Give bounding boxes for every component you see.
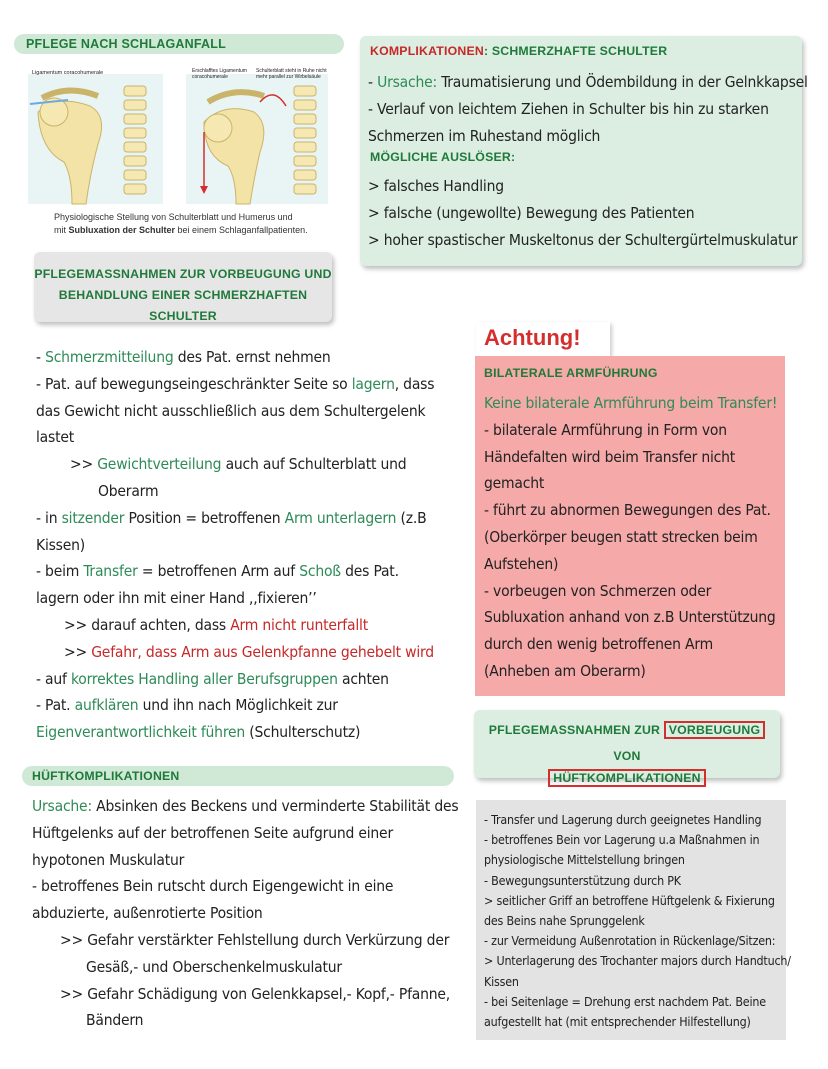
list-item: > falsches Handling [368, 177, 504, 195]
figure-label-right: Schulterblatt steht in Ruhe nicht mehr parallel zur Wirbelsäule [256, 68, 327, 80]
list-item: Oberarm [98, 481, 159, 500]
list-item: (Oberkörper beugen statt strecken beim [484, 527, 758, 546]
list-item: physiologische Mittelstellung bringen [484, 852, 685, 868]
list-item: - auf korrektes Handling aller Berufsgruppen achten [36, 669, 389, 688]
list-item: Schmerzen im Ruhestand möglich [368, 126, 601, 145]
list-item: - bei Seitenlage = Drehung erst nachdem Pat. Beine [484, 993, 766, 1009]
list-item: >> Gewichtverteilung auch auf Schulterblatt und [70, 455, 407, 474]
shoulder-measures-list [36, 344, 434, 746]
bilateral-text [484, 390, 777, 685]
list-item: lastet [36, 428, 74, 447]
list-item: > seitlicher Griff an betroffene Hüftgelenk & Fixierung [484, 892, 775, 908]
complications-title: KOMPLIKATIONEN: SCHMERZHAFTE SCHULTER [370, 44, 668, 58]
list-item: (Anheben am Oberarm) [484, 661, 646, 680]
list-item: - führt zu abnormen Bewegungen des Pat. [484, 501, 771, 520]
list-item: - in sitzender Position = betroffenen Arm unterlagern (z.B [36, 508, 427, 527]
list-item: - Ursache: Traumatisierung und Ödembildung in der Gelnkkapsel [368, 73, 808, 91]
complications-text [368, 69, 808, 143]
list-item: das Gewicht nicht ausschließlich aus dem Schultergelenk [36, 401, 426, 420]
list-item: Bändern [86, 1011, 144, 1030]
list-item: aufgestellt hat (mit entsprechender Hilfestellung) [484, 1013, 751, 1029]
list-item: - Transfer und Lagerung durch geeignetes Handling [484, 812, 762, 827]
list-item: - Schmerzmitteilung des Pat. ernst nehmen [36, 348, 331, 366]
list-item: - Pat. aufklären und ihn nach Möglichkeit zur [36, 696, 338, 715]
caption-line-2: mit Subluxation der Schulter bei einem Schlaganfallpatienten. [54, 225, 308, 235]
list-item: Keine bilaterale Armführung beim Transfer! [484, 394, 778, 412]
list-item: Aufstehen) [484, 554, 559, 573]
list-item: Ursache: Absinken des Beckens und verminderte Stabilität des [32, 797, 459, 815]
list-item: > Unterlagerung des Trochanter majors durch Handtuch/ [484, 953, 791, 969]
shoulder-figure [28, 66, 328, 208]
list-item: - Pat. auf bewegungseingeschränkter Seite so lagern, dass [36, 374, 435, 393]
list-item: Hüftgelenks auf der betroffenen Seite aufgrund einer [32, 823, 393, 842]
list-item: >> darauf achten, dass Arm nicht runterfallt [64, 615, 368, 634]
list-item: - betroffenes Bein rutscht durch Eigengewicht in eine [32, 877, 394, 896]
list-item: - betroffenes Bein vor Lagerung u.a Maßnahmen in [484, 832, 760, 848]
list-item: Gesäß,- und Oberschenkelmuskulatur [86, 957, 342, 976]
list-item: - Verlauf von leichtem Ziehen in Schulter bis hin zu starken [368, 99, 769, 118]
hip-measures-title: PFLEGEMASSNAHMEN ZUR VORBEUGUNG VON HÜFTKOMPLIKATIONEN [474, 717, 780, 791]
shoulder-measures-title: PFLEGEMASSNAHMEN ZUR VORBEUGUNG UND BEHANDLUNG EINER SCHMERZHAFTEN SCHULTER [34, 267, 332, 323]
list-item: - bilaterale Armführung in Form von [484, 420, 727, 439]
list-item: >> Gefahr, dass Arm aus Gelenkpfanne gehebelt wird [64, 642, 434, 661]
achtung-label: Achtung! [484, 325, 581, 350]
triggers-title: MÖGLICHE AUSLÖSER: [370, 150, 516, 164]
list-item: Eigenverantwortlichkeit führen (Schulterschutz) [36, 723, 361, 742]
list-item: lagern oder ihn mit einer Hand ,,fixieren’’ [36, 589, 317, 608]
list-item: des Beins nahe Sprunggelenk [484, 912, 645, 928]
list-item: abduzierte, außenrotierte Position [32, 904, 263, 923]
figure-caption [54, 211, 308, 237]
triggers-list [368, 173, 797, 253]
list-item: >> Gefahr Schädigung von Gelenkkapsel,- Kopf,- Pfanne, [60, 984, 451, 1003]
list-item: gemacht [484, 474, 545, 493]
page-title: PFLEGE NACH SCHLAGANFALL [26, 37, 226, 51]
list-item: Subluxation anhand von z.B Unterstützung [484, 608, 776, 627]
list-item: - zur Vermeidung Außenrotation in Rückenlage/Sitzen: [484, 933, 776, 949]
hip-title: HÜFTKOMPLIKATIONEN [32, 769, 180, 783]
list-item: >> Gefahr verstärkter Fehlstellung durch Verkürzung der [60, 930, 450, 949]
list-item: Kissen [484, 973, 519, 989]
list-item: - vorbeugen von Schmerzen oder [484, 581, 712, 600]
hip-measures-list [484, 810, 791, 1032]
list-item: hypotonen Muskulatur [32, 850, 185, 869]
list-item: > hoher spastischer Muskeltonus der Schultergürtelmuskulatur [368, 230, 798, 249]
list-item: durch den wenig betroffenen Arm [484, 635, 713, 654]
shoulder-illustration [28, 66, 328, 208]
list-item: > falsche (ungewollte) Bewegung des Patienten [368, 203, 695, 222]
figure-label-left: Ligamentum coracohumerale [32, 70, 104, 76]
list-item: Händefalten wird beim Transfer nicht [484, 447, 736, 466]
list-item: Kissen) [36, 535, 86, 554]
hip-complications-list [32, 793, 458, 1034]
list-item: - beim Transfer = betroffenen Arm auf Schoß des Pat. [36, 562, 399, 581]
caption-line-1: Physiologische Stellung von Schulterblatt und Humerus und [54, 212, 293, 222]
list-item: - Bewegungsunterstützung durch PK [484, 872, 681, 888]
bilateral-title: BILATERALE ARMFÜHRUNG [484, 366, 658, 380]
figure-label-mid: Erschlafftes Ligamentum coracohumerale [192, 68, 247, 80]
